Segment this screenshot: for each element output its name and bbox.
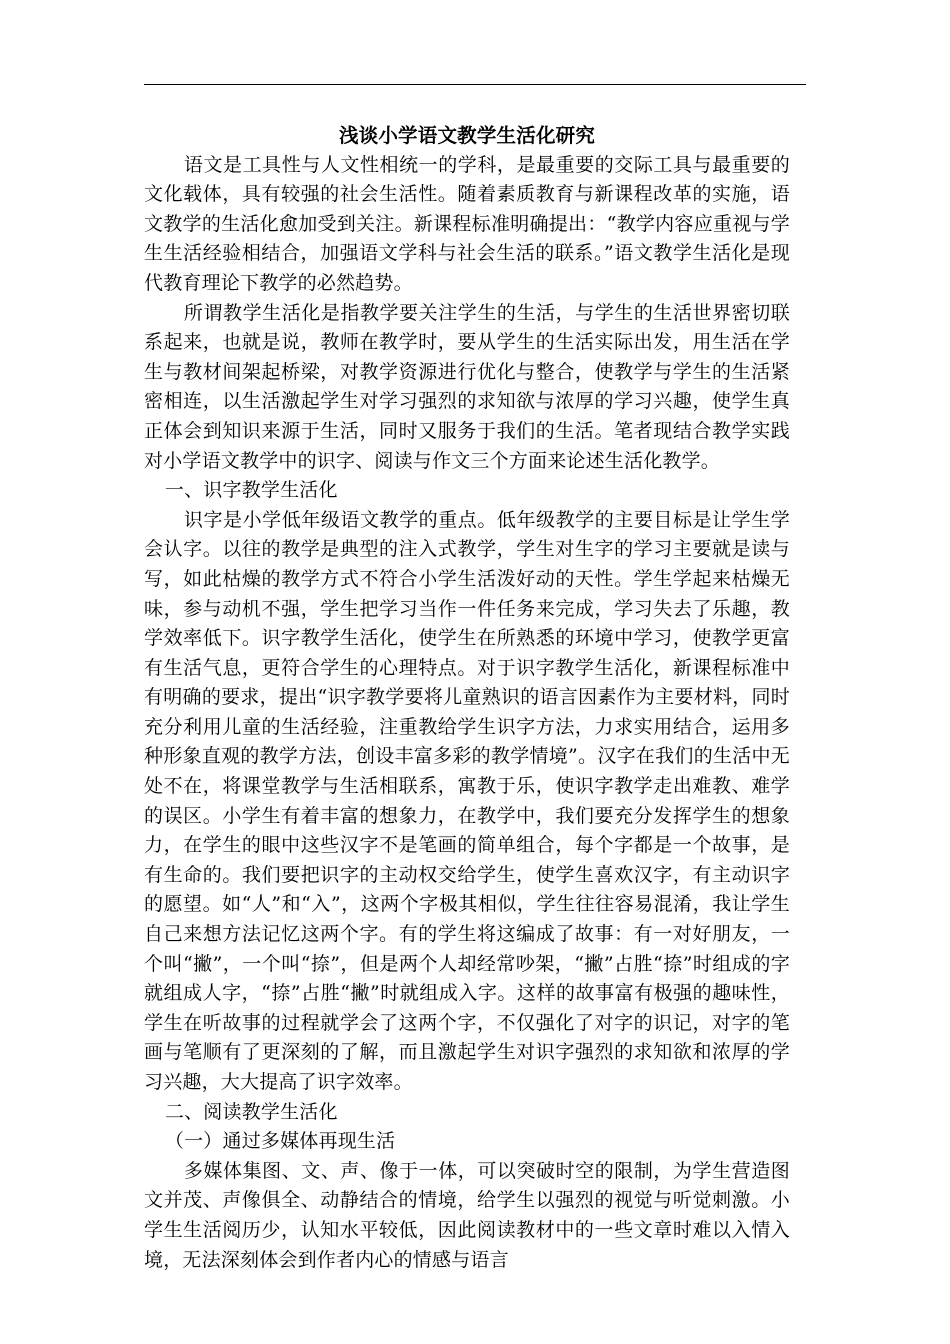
paragraph-definition: 所谓教学生活化是指教学要关注学生的生活，与学生的生活世界密切联系起来，也就是说，教师在教学时，要从学生的生活实际出发，用生活在学生与教材间架起桥梁，对教学资源进行优化与整合，使教学与学生的生活紧密相连，以生活激起学生对学习强烈的求知欲与浓厚的学习兴趣，使学生真正体会到知识来源于生活，同时又服务于我们的生活。笔者现结合教学实践对小学语文教学中的识字、阅读与作文三个方面来论述生活化教学。 <box>144 301 790 472</box>
paragraph-literacy: 识字是小学低年级语文教学的重点。低年级教学的主要目标是让学生学会认字。以往的教学是典型的注入式教学，学生对生字的学习主要就是读与写，如此枯燥的教学方式不符合小学生活泼好动的天性。学生学起来枯燥无味，参与动机不强，学生把学习当作一件任务来完成，学习失去了乐趣，教学效率低下。识字教学生活化，使学生在所熟悉的环境中学习，使教学更富有生活气息，更符合学生的心理特点。对于识字教学生活化，新课程标准中有明确的要求，提出“识字教学要将儿童熟识的语言因素作为主要材料，同时充分利用儿童的生活经验，注重教给学生识字方法，力求实用结合，运用多种形象直观的教学方法，创设丰富多彩的教学情境”。汉字在我们的生活中无处不在，将课堂教学与生活相联系，寓教于乐，使识字教学走出难教、难学的误区。小学生有着丰富的想象力，在教学中，我们要充分发挥学生的想象力，在学生的眼中这些汉字不是笔画的简单组合，每个字都是一个故事，是有生命的。我们要把识字的主动权交给学生，使学生喜欢汉字，有主动识字的愿望。如“人”和“入”，这两个字极其相似，学生往往容易混淆，我让学生自己来想方法记忆这两个字。有的学生将这编成了故事：有一对好朋友，一个叫“撇”，一个叫“捺”，但是两个人却经常吵架，“撇”占胜“捺”时组成的字就组成人字，“捺”占胜“撇”时就组成入字。这样的故事富有极强的趣味性，学生在听故事的过程就学会了这两个字，不仅强化了对字的识记，对字的笔画与笔顺有了更深刻的了解，而且激起学生对识字强烈的求知欲和浓厚的学习兴趣，大大提高了识字效率。 <box>144 508 790 1093</box>
paragraph-multimedia: 多媒体集图、文、声、像于一体，可以突破时空的限制，为学生营造图文并茂、声像俱全、动静结合的情境，给学生以强烈的视觉与听觉刺激。小学生生活阅历少，认知水平较低，因此阅读教材中的一些文章时难以入情入境，无法深刻体会到作者内心的情感与语言 <box>144 1159 790 1271</box>
section-heading-literacy: 一、识字教学生活化 <box>164 479 338 502</box>
header-rule <box>144 84 806 85</box>
subsection-heading-multimedia: （一）通过多媒体再现生活 <box>164 1130 396 1153</box>
section-heading-reading: 二、阅读教学生活化 <box>164 1100 338 1123</box>
document-title: 浅谈小学语文教学生活化研究 <box>338 124 596 147</box>
paragraph-intro: 语文是工具性与人文性相统一的学科，是最重要的交际工具与最重要的文化载体，具有较强的社会生活性。随着素质教育与新课程改革的实施，语文教学的生活化愈加受到关注。新课程标准明确提出：“教学内容应重视与学生生活经验相结合，加强语文学科与社会生活的联系。”语文教学生活化是现代教育理论下教学的必然趋势。 <box>144 153 790 294</box>
document-body <box>144 121 790 1275</box>
